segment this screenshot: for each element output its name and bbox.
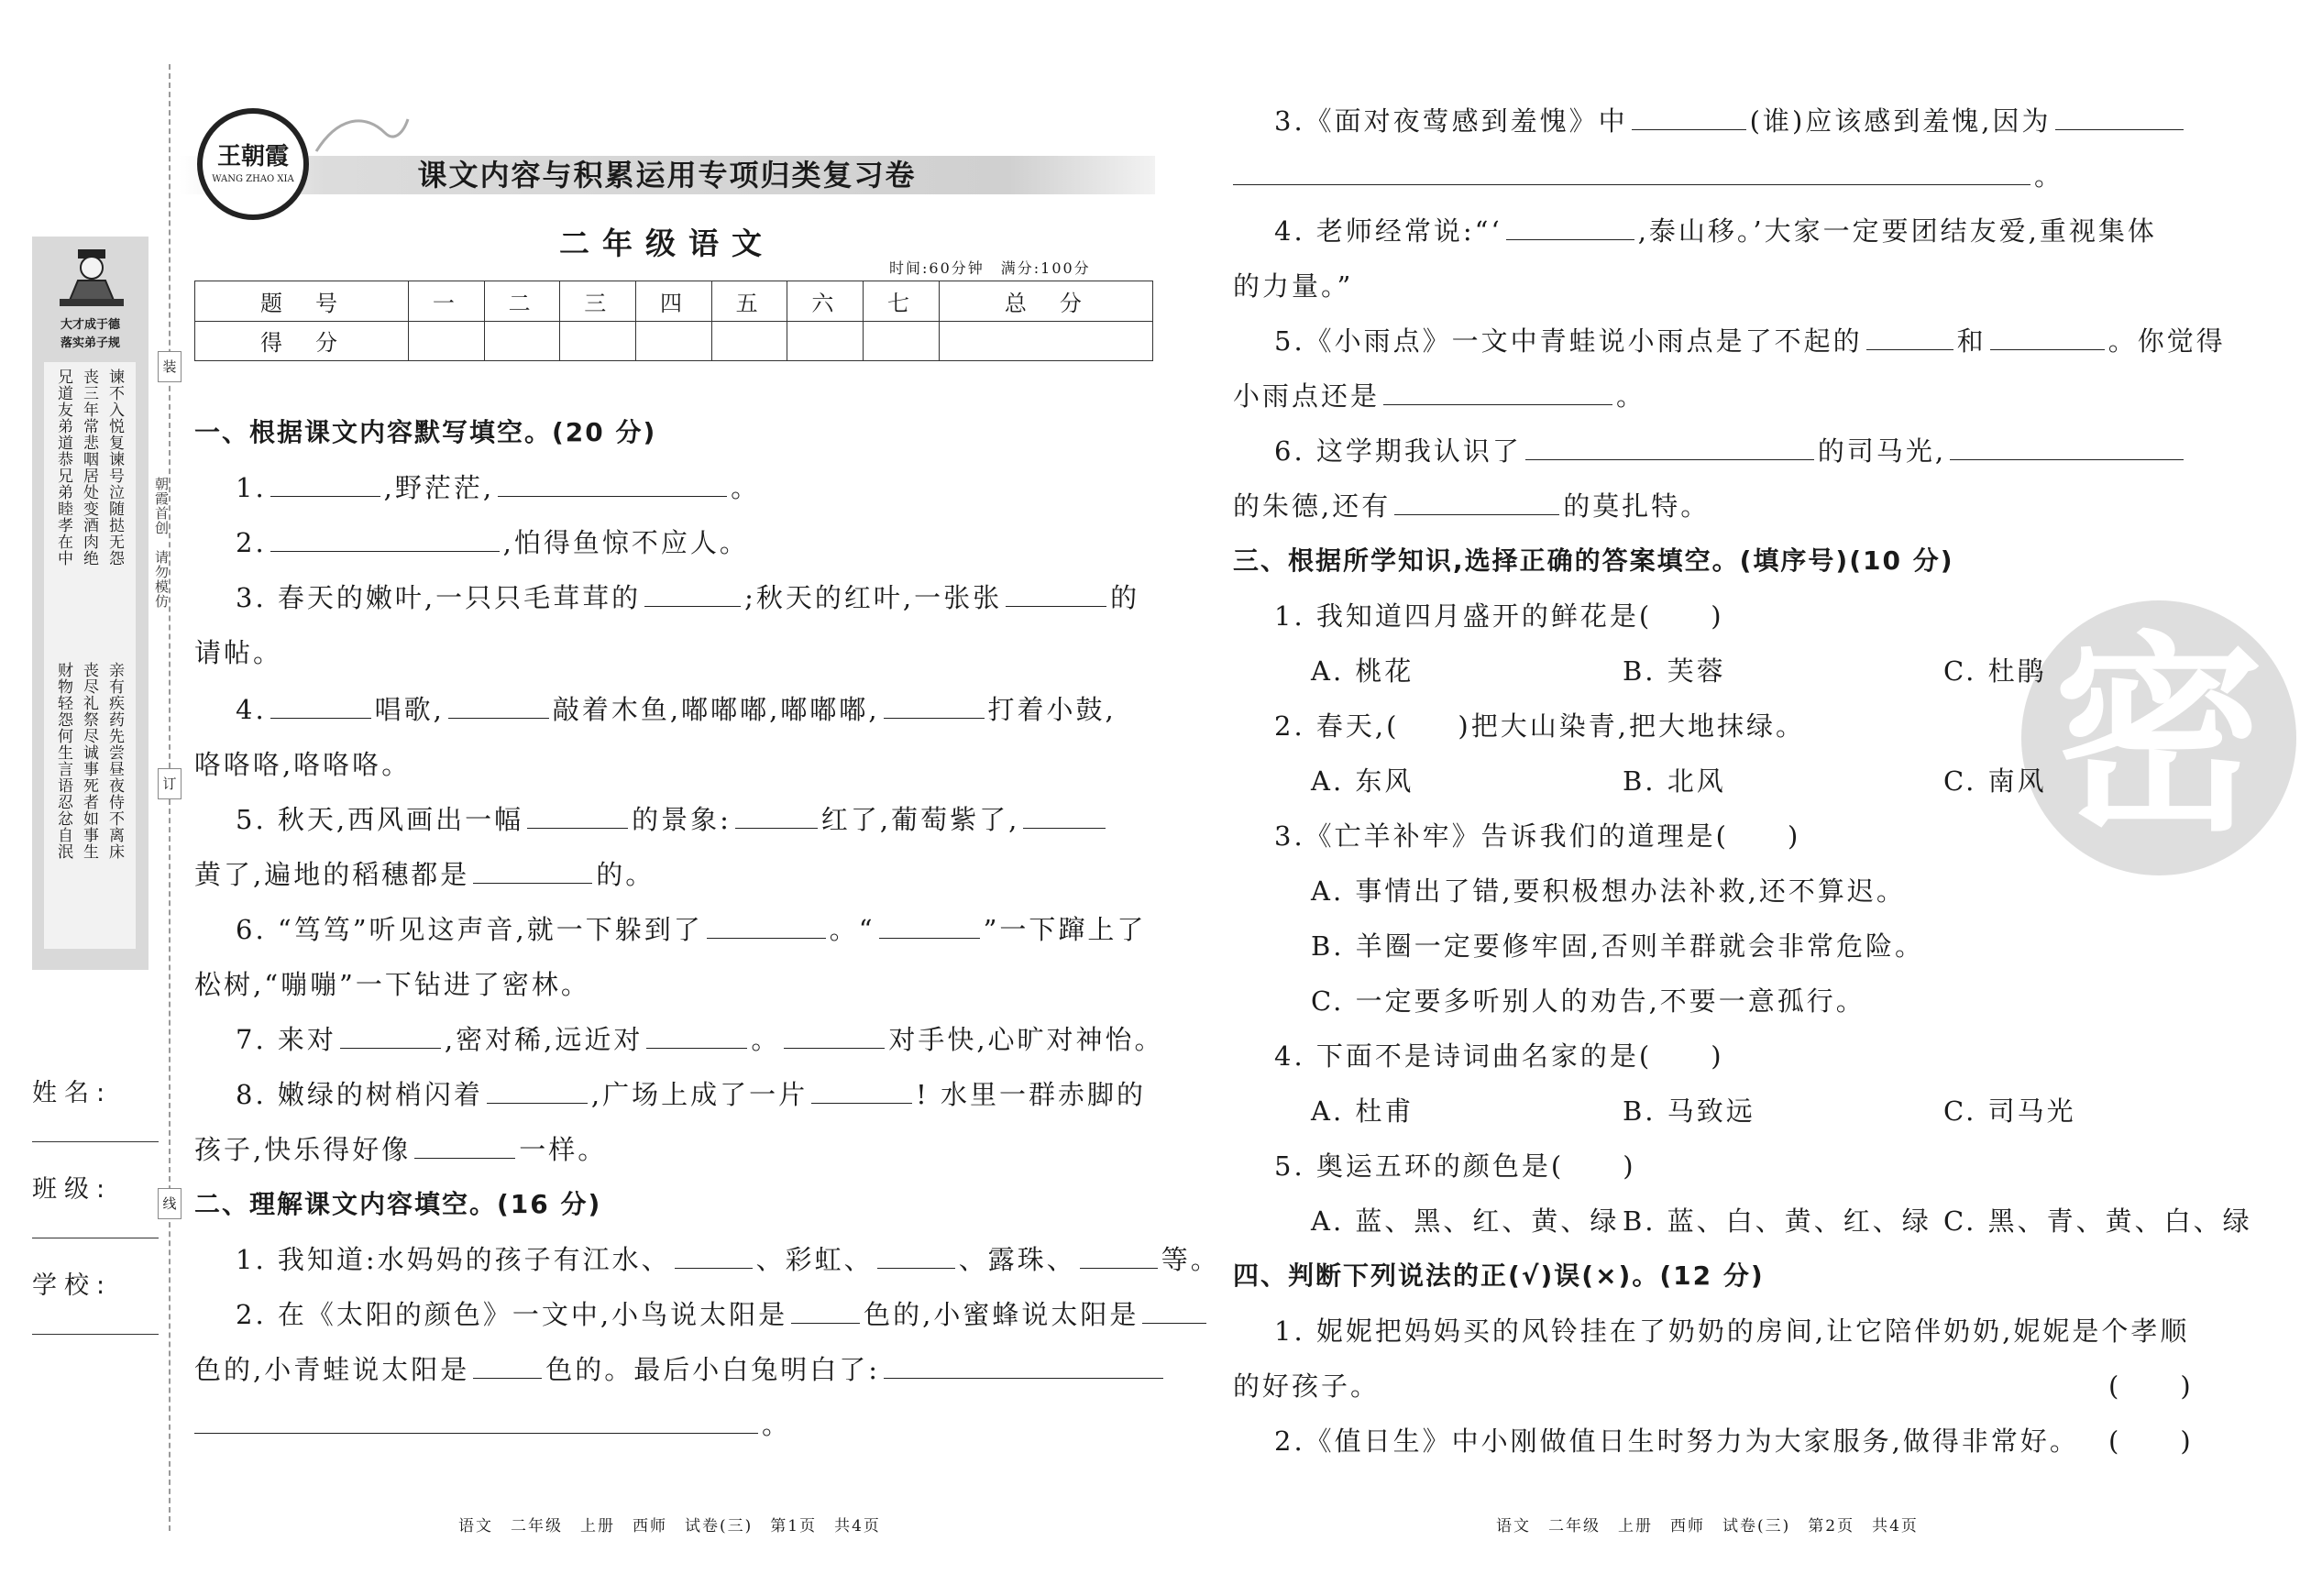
score-cell: 二 [484,281,560,322]
question-2-4: 4. 老师经常说:“‘ ,泰山移。’大家一定要团结友爱,重视集体 [1274,215,2157,247]
logo-subtitle: WANG ZHAO XIA [212,174,294,184]
answer-blank[interactable] [527,827,628,829]
option[interactable]: A. 蓝、黑、红、黄、绿 [1311,1205,1620,1237]
answer-blank[interactable] [270,550,500,552]
school-field[interactable] [32,1334,159,1335]
question-1-4-cont: 咯咯咯,咯咯咯。 [194,749,412,780]
option[interactable]: A. 桃花 [1311,655,1414,687]
answer-paren[interactable]: ( ) [2108,1370,2194,1402]
section-1-heading: 一、根据课文内容默写填空。(20 分) [194,417,657,447]
section-3-heading: 三、根据所学知识,选择正确的答案填空。(填序号)(10 分) [1233,545,1954,576]
binding-tag: 线 [158,1188,182,1219]
answer-blank[interactable] [644,605,741,607]
answer-blank[interactable] [1506,238,1634,240]
question-1-1: 1. ,野茫茫, 。 [236,472,761,503]
binding-tag: 装 [158,351,182,382]
score-input[interactable] [409,321,485,361]
answer-blank[interactable] [1142,1322,1206,1324]
answer-blank[interactable] [877,1267,955,1269]
question-1-5-cont: 黄了,遍地的稻穗都是 的。 [194,859,655,890]
score-table [194,281,1153,361]
binding-tag: 订 [158,768,182,799]
answer-blank[interactable] [270,717,371,719]
question-1-4: 4. 唱歌, 敲着木鱼,嘟嘟嘟,嘟嘟嘟, 打着小鼓, [236,694,1117,725]
option[interactable]: C. 黑、青、黄、白、绿 [1943,1205,2252,1237]
answer-blank[interactable] [675,1267,753,1269]
left-page [194,403,1220,1458]
question-1-5: 5. 秋天,西风画出一幅 的景象: 红了,葡萄紫了, [236,799,1157,837]
option[interactable]: B. 羊圈一定要修牢固,否则羊群就会非常危险。 [1311,930,1924,962]
question-2-2-cont: 色的,小青蛙说太阳是 色的。最后小白兔明白了: [194,1349,1157,1387]
question-4-2: 2.《值日生》中小刚做值日生时努力为大家服务,做得非常好。 ( ) [1274,1421,2195,1458]
score-cell: 七 [864,281,940,322]
option[interactable]: B. 北风 [1623,765,1726,797]
score-input[interactable] [939,321,1152,361]
question-1-3-cont: 请帖。 [194,637,283,668]
option[interactable]: A. 杜甫 [1311,1095,1414,1127]
question-3-5: 5. 奥运五环的颜色是( ) [1274,1150,1636,1182]
option[interactable]: B. 芙蓉 [1623,655,1726,687]
question-2-2-cont2: 。 [194,1404,1157,1442]
option[interactable]: B. 马致远 [1623,1095,1755,1127]
answer-blank[interactable] [884,1377,1163,1379]
score-input[interactable] [560,321,636,361]
score-cell: 一 [409,281,485,322]
question-1-8: 8. 嫩绿的树梢闪着 ,广场上成了一片 ! 水里一群赤脚的 [236,1079,1146,1110]
answer-blank[interactable] [1950,458,2184,460]
answer-blank[interactable] [194,1432,758,1434]
answer-blank[interactable] [473,882,592,884]
option[interactable]: A. 事情出了错,要积极想办法补救,还不算迟。 [1311,875,1906,907]
poem-column: 谏不入悦复谏号泣随挞无怨 [105,369,124,567]
score-header-row [195,281,1153,322]
question-2-3-cont: 。 [1233,156,2195,193]
answer-blank[interactable] [1394,513,1559,515]
section-2-heading: 二、理解课文内容填空。(16 分) [194,1189,602,1219]
answer-blank[interactable] [1233,183,2030,185]
binding-note: 朝霞首创 请勿模仿 [153,477,170,609]
subject-title: 二年级语文 [559,226,775,261]
poem-column: 兄道友弟道恭兄弟睦孝在中 [54,369,72,567]
answer-blank[interactable] [811,1102,912,1104]
question-2-6-cont: 的朱德,还有 的莫扎特。 [1233,490,1711,522]
question-2-1: 1. 我知道:水妈妈的孩子有江水、 、彩虹、 、露珠、 等。 [236,1244,1220,1275]
poem-column: 亲有疾药先尝昼夜侍不离床 [105,662,125,946]
answer-blank[interactable] [487,1102,588,1104]
question-3-1: 1. 我知道四月盛开的鲜花是( ) [1274,600,1724,632]
score-cell: 五 [711,281,787,322]
answer-blank[interactable] [340,1047,441,1049]
answer-blank[interactable] [1632,128,1746,130]
answer-blank[interactable] [414,1157,515,1159]
score-cell: 题 号 [195,281,409,322]
answer-blank[interactable] [735,827,818,829]
time-info: 时间:60分钟 满分:100分 [889,259,1091,277]
score-input[interactable] [636,321,712,361]
question-1-3: 3. 春天的嫩叶,一只只毛茸茸的 ;秋天的红叶,一张张 的 [236,582,1140,613]
score-cell: 三 [560,281,636,322]
answer-blank[interactable] [879,937,980,939]
score-input[interactable] [484,321,560,361]
question-2-5: 5.《小雨点》一文中青蛙说小雨点是了不起的 和 。你觉得 [1274,325,2226,357]
answer-blank[interactable] [498,495,727,497]
page-footer-right: 语文 二年级 上册 西师 试卷(三) 第2页 共4页 [1496,1517,1919,1535]
answer-blank[interactable] [1866,348,1953,350]
answer-blank[interactable] [784,1047,885,1049]
watermark-char: 密 [2052,615,2264,860]
question-1-2: 2. ,怕得鱼惊不应人。 [236,527,749,558]
answer-blank[interactable] [270,495,380,497]
right-page [1233,101,2252,1476]
option[interactable]: C. 一定要多听别人的劝告,不要一意孤行。 [1311,985,1865,1017]
section-4-heading: 四、判断下列说法的正(√)误(×)。(12 分) [1233,1260,1765,1291]
answer-blank[interactable] [1023,827,1106,829]
name-label: 姓名: [32,1079,113,1107]
answer-blank[interactable] [884,717,985,719]
question-2-5-cont: 小雨点还是 。 [1233,380,1646,412]
question-4-1: 1. 妮妮把妈妈买的风铃挂在了奶奶的房间,让它陪伴奶奶,妮妮是个孝顺 [1274,1315,2190,1347]
question-3-4: 4. 下面不是诗词曲名家的是( ) [1274,1040,1724,1072]
score-input[interactable] [711,321,787,361]
class-label: 班级: [32,1175,113,1204]
question-2-6: 6. 这学期我认识了 的司马光, [1274,431,2195,468]
question-2-4-cont: 的力量。” [1233,270,1354,302]
score-cell: 得 分 [195,321,409,361]
option[interactable]: C. 南风 [1943,765,2047,797]
answer-blank[interactable] [646,1047,747,1049]
question-3-2: 2. 春天,( )把大山染青,把大地抹绿。 [1274,710,1805,742]
poem-column: 财物轻怨何生言语忍忿自泯 [53,662,73,946]
score-input-row [195,321,1153,361]
answer-blank[interactable] [1383,403,1612,405]
school-label: 学校: [32,1271,113,1300]
ribbon-decoration [312,105,413,160]
score-cell: 六 [787,281,864,322]
option[interactable]: C. 杜鹃 [1943,655,2047,687]
question-1-8-cont: 孩子,快乐得好像 一样。 [194,1134,608,1165]
sidebar-motto: 大才成于德 落实弟子规 [60,318,120,350]
poem-column: 丧三年常悲咽居处变酒肉绝 [80,369,98,567]
score-cell: 总 分 [939,281,1152,322]
answer-blank[interactable] [1080,1267,1158,1269]
score-input[interactable] [787,321,864,361]
scholar-illustration [50,246,133,310]
option[interactable]: B. 蓝、白、黄、红、绿 [1623,1205,1931,1237]
answer-blank[interactable] [707,937,826,939]
answer-blank[interactable] [473,1377,542,1379]
answer-blank[interactable] [448,717,549,719]
question-1-6: 6. “笃笃”听见这声音,就一下躲到了 。“ ”一下蹿上了 [236,914,1147,945]
question-3-3: 3.《亡羊补牢》告诉我们的道理是( ) [1274,820,1801,852]
question-1-7: 7. 来对 ,密对稀,远近对 。 对手快,心旷对神怡。 [236,1024,1164,1055]
answer-paren[interactable]: ( ) [2108,1425,2194,1457]
page-footer-left: 语文 二年级 上册 西师 试卷(三) 第1页 共4页 [458,1517,881,1535]
exam-title: 课文内容与积累运用专项归类复习卷 [417,158,917,193]
option[interactable]: C. 司马光 [1943,1095,2076,1127]
answer-blank[interactable] [1525,458,1814,460]
answer-blank[interactable] [2055,128,2184,130]
logo-text: 王朝霞 [216,143,289,171]
question-1-6-cont: 松树,“嘣嘣”一下钻进了密林。 [194,969,590,1000]
question-2-2: 2. 在《太阳的颜色》一文中,小鸟说太阳是 色的,小蜜蜂说太阳是 [236,1294,1157,1332]
question-2-3: 3.《面对夜莺感到羞愧》中 (谁)应该感到羞愧,因为 [1274,101,2195,138]
question-4-1-cont: 的好孩子。 ( ) [1233,1366,2195,1403]
poem-column: 丧尽礼祭尽诚事死者如事生 [79,662,99,946]
answer-blank[interactable] [791,1322,860,1324]
answer-blank[interactable] [1990,348,2105,350]
answer-blank[interactable] [1006,605,1106,607]
score-input[interactable] [864,321,940,361]
option[interactable]: A. 东风 [1311,765,1414,797]
name-field[interactable] [32,1141,159,1142]
score-cell: 四 [636,281,712,322]
